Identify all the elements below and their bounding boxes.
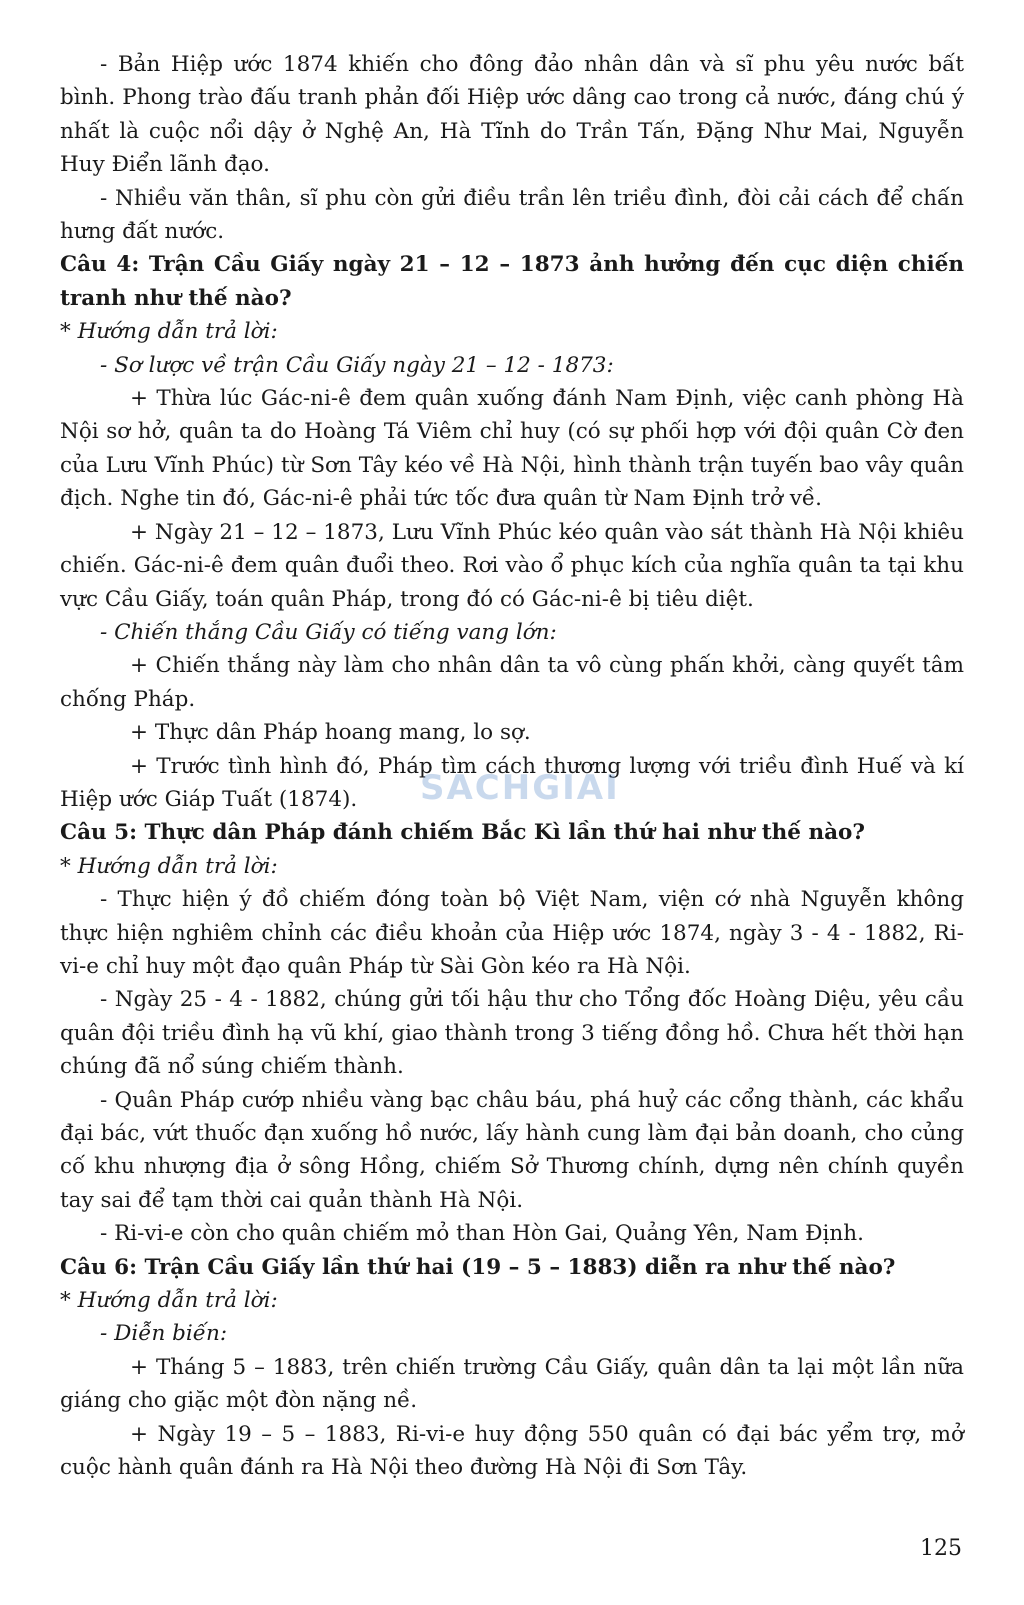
question-heading: Câu 4: Trận Cầu Giấy ngày 21 – 12 – 1873 ảnh hưởng đến cục diện chiến tranh như thế nào? [60, 252, 964, 311]
answer-guide-label: * Hướng dẫn trả lời: [60, 853, 278, 879]
paragraph: + Thừa lúc Gác-ni-ê đem quân xuống đánh Nam Định, việc canh phòng Hà Nội sơ hở, quân ta do Hoàng Tá Viêm chỉ huy (có sự phối hợp với đội quân Cờ đen của Lưu Vĩnh Phúc) từ Sơn Tây kéo về Hà Nội, hình thành trận tuyến bao vây quân địch. Nghe tin đó, Gác-ni-ê phải tức tốc đưa quân từ Nam Định trở về. [60, 386, 964, 512]
question-heading: Câu 5: Thực dân Pháp đánh chiếm Bắc Kì lần thứ hai như thế nào? [60, 820, 865, 846]
subheading: - Diễn biến: [100, 1321, 228, 1347]
page-number: 125 [920, 1536, 962, 1561]
question-heading: Câu 6: Trận Cầu Giấy lần thứ hai (19 – 5 – 1883) diễn ra như thế nào? [60, 1254, 896, 1280]
paragraph: + Ngày 21 – 12 – 1873, Lưu Vĩnh Phúc kéo quân vào sát thành Hà Nội khiêu chiến. Gác-ni-ê đem quân đuổi theo. Rơi vào ổ phục kích của nghĩa quân ta tại khu vực Cầu Giấy, toán quân Pháp, trong đó có Gác-ni-ê bị tiêu diệt. [60, 519, 964, 612]
paragraph: - Nhiều văn thân, sĩ phu còn gửi điều trần lên triều đình, đòi cải cách để chấn hưng đất nước. [60, 185, 964, 245]
answer-guide-label: * Hướng dẫn trả lời: [60, 1288, 278, 1314]
paragraph: - Bản Hiệp ước 1874 khiến cho đông đảo nhân dân và sĩ phu yêu nước bất bình. Phong trào đấu tranh phản đối Hiệp ước dâng cao trong cả nước, đáng chú ý nhất là cuộc nổi dậy ở Nghệ An, Hà Tĩnh do Trần Tấn, Đặng Như Mai, Nguyễn Huy Điển lãnh đạo. [60, 52, 964, 178]
subheading: - Sơ lược về trận Cầu Giấy ngày 21 – 12 - 1873: [100, 352, 614, 378]
paragraph: - Ri-vi-e còn cho quân chiếm mỏ than Hòn Gai, Quảng Yên, Nam Định. [100, 1221, 864, 1247]
paragraph: - Ngày 25 - 4 - 1882, chúng gửi tối hậu thư cho Tổng đốc Hoàng Diệu, yêu cầu quân đội triều đình hạ vũ khí, giao thành trong 3 tiếng đồng hồ. Chưa hết thời hạn chúng đã nổ súng chiếm thành. [60, 987, 964, 1080]
paragraph: + Tháng 5 – 1883, trên chiến trường Cầu Giấy, quân dân ta lại một lần nữa giáng cho giặc một đòn nặng nề. [60, 1354, 964, 1414]
paragraph: + Trước tình hình đó, Pháp tìm cách thương lượng với triều đình Huế và kí Hiệp ước Giáp Tuất (1874). [60, 753, 964, 812]
subheading: - Chiến thắng Cầu Giấy có tiếng vang lớn: [100, 619, 557, 645]
watermark-logo: SACHGIAI [420, 768, 620, 808]
paragraph: - Quân Pháp cướp nhiều vàng bạc châu báu, phá huỷ các cổng thành, các khẩu đại bác, vứt thuốc đạn xuống hồ nước, lấy hành cung làm đại bản doanh, cho củng cố khu nhượng địa ở sông Hồng, chiếm Sở Thương chính, dựng nên chính quyền tay sai để tạm thời cai quản thành Hà Nội. [60, 1087, 964, 1213]
paragraph: + Thực dân Pháp hoang mang, lo sợ. [130, 720, 531, 746]
answer-guide-label: * Hướng dẫn trả lời: [60, 319, 278, 345]
page-content [60, 48, 964, 1484]
paragraph: + Chiến thắng này làm cho nhân dân ta vô cùng phấn khởi, càng quyết tâm chống Pháp. [60, 653, 964, 712]
paragraph: - Thực hiện ý đồ chiếm đóng toàn bộ Việt Nam, viện cớ nhà Nguyễn không thực hiện nghiêm chỉnh các điều khoản của Hiệp ước 1874, ngày 3 - 4 - 1882, Ri-vi-e chỉ huy một đạo quân Pháp từ Sài Gòn kéo ra Hà Nội. [60, 887, 964, 979]
paragraph: + Ngày 19 – 5 – 1883, Ri-vi-e huy động 550 quân có đại bác yểm trợ, mở cuộc hành quân đánh ra Hà Nội theo đường Hà Nội đi Sơn Tây. [60, 1421, 964, 1481]
